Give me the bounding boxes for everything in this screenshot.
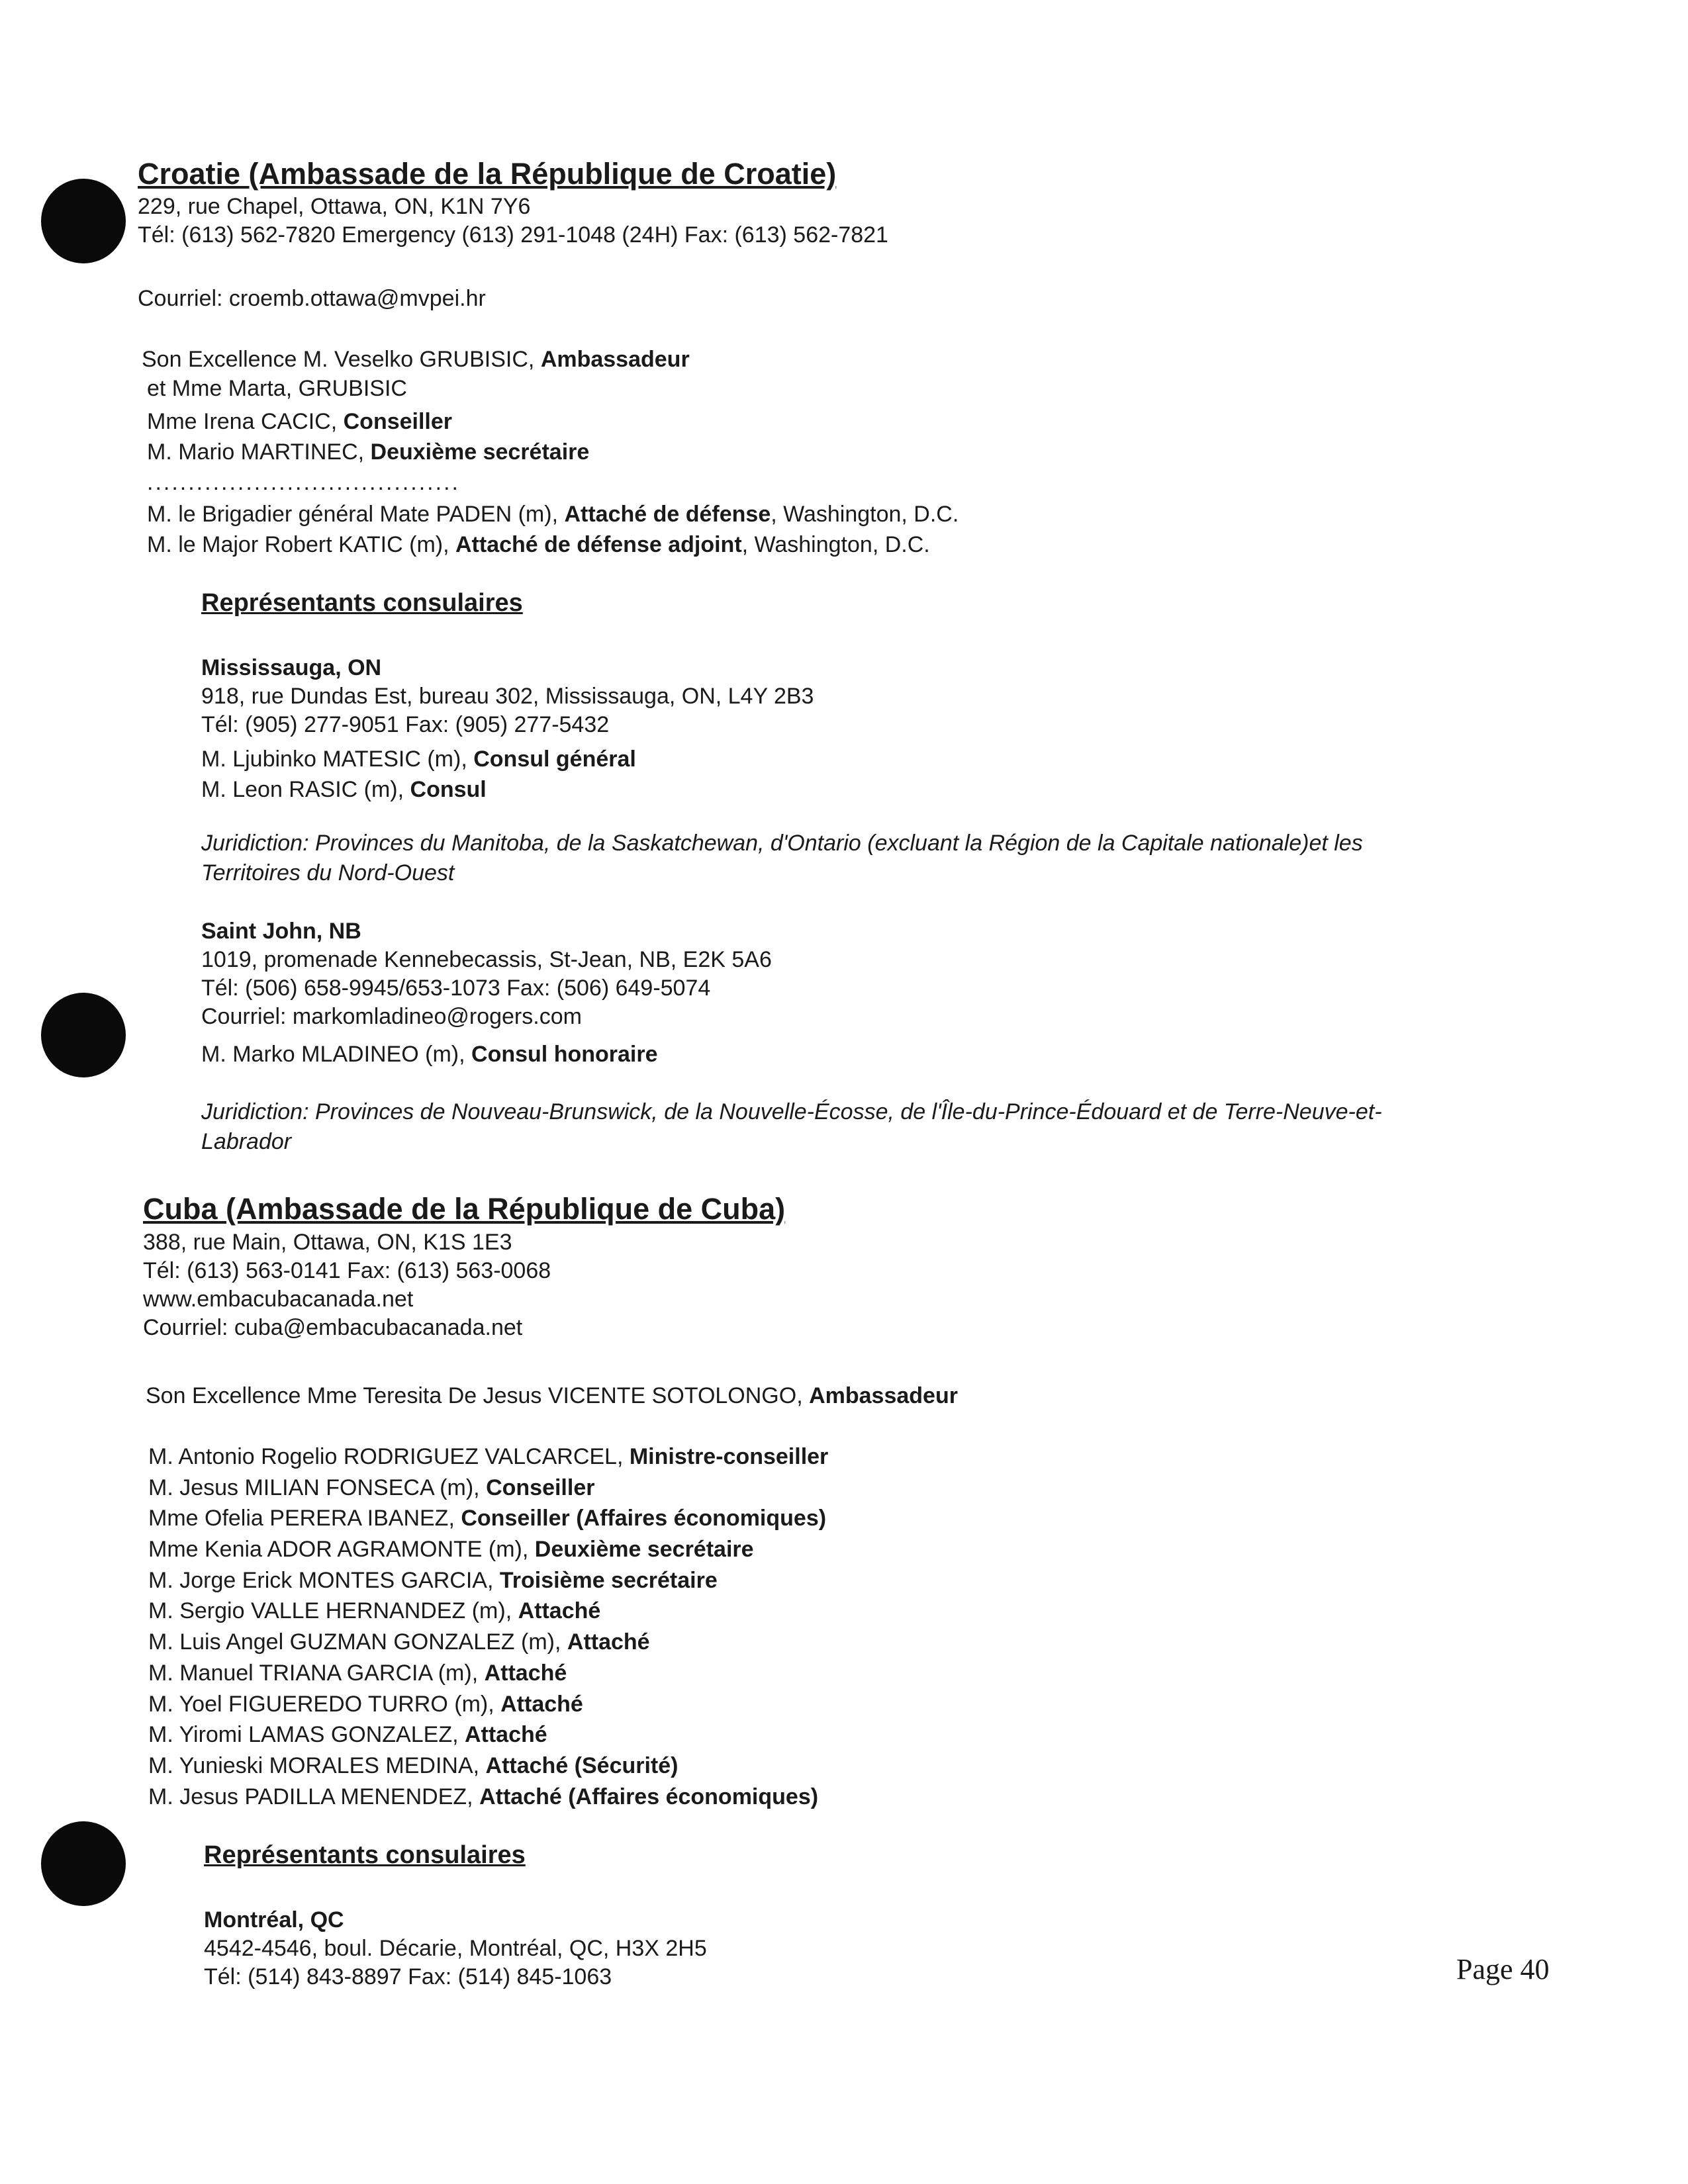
jurisdiction-line: Territoires du Nord-Ouest [201,860,455,886]
consulate-phones: Tél: (514) 843-8897 Fax: (514) 845-1063 [204,1964,612,1989]
staff-name: M. Yiromi LAMAS GONZALEZ, [148,1722,465,1748]
staff-title: Attaché [518,1598,601,1624]
croatia-contact [138,193,888,250]
staff-row [148,1596,828,1627]
staff-row [148,1719,828,1751]
croatia-heading: Croatie (Ambassade de la République de Croatie) [138,157,837,191]
cuba-contact [143,1228,551,1342]
staff-name: M. Sergio VALLE HERNANDEZ (m), [148,1598,518,1624]
consulate-city: Montréal, QC [204,1907,344,1933]
staff-title: Attaché [567,1629,650,1655]
croatia-staff-list [147,406,589,467]
jurisdiction-note [201,1097,1382,1157]
staff-row [148,1441,828,1473]
binder-hole-top [41,179,126,263]
staff-title: Conseiller (Affaires économiques) [461,1506,827,1531]
staff-title: Attaché [500,1691,583,1717]
officer-row [201,744,636,774]
consulate-saint-john [201,917,772,1031]
consulate-city: Mississauga, ON [201,655,382,680]
staff-name: M. Antonio Rogelio RODRIGUEZ VALCARCEL, [148,1444,630,1469]
staff-title: Ministre-conseiller [629,1444,829,1469]
croatia-defense-list [147,499,959,560]
officer-name: M. Ljubinko MATESIC (m), [201,747,474,772]
officer-row [201,774,636,805]
staff-row [148,1782,828,1813]
defense-location: , Washington, D.C. [771,502,959,527]
defense-name: M. le Brigadier général Mate PADEN (m), [147,502,565,527]
jurisdiction-line: Juridiction: Provinces du Manitoba, de la Saskatchewan, d'Ontario (excluant la Région de la Capitale nationale)et les [201,831,1363,856]
staff-title: Conseiller [486,1475,595,1500]
officer-row [201,1040,658,1069]
jurisdiction-note [201,829,1363,888]
cuba-phones: Tél: (613) 563-0141 Fax: (613) 563-0068 [143,1258,551,1283]
staff-name: M. Jorge Erick MONTES GARCIA, [148,1567,500,1593]
consulate-city: Saint John, NB [201,919,361,944]
ambassador-name: Son Excellence M. Veselko GRUBISIC, [142,347,541,372]
croatia-consular-heading: Représentants consulaires [201,589,523,617]
staff-name: Mme Kenia ADOR AGRAMONTE (m), [148,1537,535,1563]
consulate-address: 4542-4546, boul. Décarie, Montréal, QC, H3X 2H5 [204,1936,707,1961]
ambassador-title: Ambassadeur [540,347,690,372]
staff-name: M. Mario MARTINEC, [147,439,371,465]
staff-row [148,1658,828,1689]
staff-title: Attaché (Affaires économiques) [479,1784,819,1809]
officer-title: Consul général [473,747,636,772]
consulate-mississauga [201,654,814,739]
consulate-address: 918, rue Dundas Est, bureau 302, Mississauga, ON, L4Y 2B3 [201,684,814,709]
staff-row [148,1627,828,1658]
consulate-address: 1019, promenade Kennebecassis, St-Jean, NB, E2K 5A6 [201,947,772,972]
consulate-phones: Tél: (905) 277-9051 Fax: (905) 277-5432 [201,712,610,737]
staff-row [148,1473,828,1504]
jurisdiction-line: Labrador [201,1129,292,1154]
staff-title: Deuxième secrétaire [370,439,590,465]
defense-title: Attaché de défense adjoint [455,532,742,557]
staff-row [147,437,589,467]
defense-title: Attaché de défense [564,502,771,527]
consulate-phones: Tél: (506) 658-9945/653-1073 Fax: (506) 649-5074 [201,976,711,1001]
defense-name: M. le Major Robert KATIC (m), [147,532,455,557]
staff-title: Conseiller [343,409,453,434]
staff-row [148,1689,828,1720]
staff-name: M. Yunieski MORALES MEDINA, [148,1752,486,1778]
ambassador-title: Ambassadeur [809,1383,958,1408]
staff-name: M. Jesus PADILLA MENENDEZ, [148,1784,480,1809]
consulate-officers [201,1040,658,1069]
jurisdiction-line: Juridiction: Provinces de Nouveau-Brunswick, de la Nouvelle-Écosse, de l'Île-du-Prince-Édouard et de Terre-Neuve-et- [201,1099,1382,1124]
staff-name: Mme Irena CACIC, [147,409,344,434]
staff-name: Mme Ofelia PERERA IBANEZ, [148,1506,461,1531]
staff-name: M. Manuel TRIANA GARCIA (m), [148,1660,485,1686]
consulate-email: Courriel: markomladineo@rogers.com [201,1004,582,1029]
staff-row [148,1503,828,1534]
officer-name: M. Leon RASIC (m), [201,777,410,802]
staff-row [148,1751,828,1782]
staff-title: Troisième secrétaire [499,1567,718,1593]
officer-title: Consul honoraire [471,1042,658,1067]
croatia-phones: Tél: (613) 562-7820 Emergency (613) 291-1048 (24H) Fax: (613) 562-7821 [138,222,888,248]
croatia-email: Courriel: croemb.ottawa@mvpei.hr [138,286,486,311]
staff-row [148,1534,828,1565]
cuba-staff-list [148,1441,828,1812]
ambassador-name: Son Excellence Mme Teresita De Jesus VICENTE SOTOLONGO, [146,1383,810,1408]
croatia-ambassador [142,345,690,374]
cuba-heading: Cuba (Ambassade de la République de Cuba) [143,1192,786,1226]
croatia-address: 229, rue Chapel, Ottawa, ON, K1N 7Y6 [138,194,531,219]
officer-title: Consul [410,777,487,802]
staff-title: Attaché [464,1722,547,1748]
binder-hole-middle [41,993,126,1077]
cuba-website: www.embacubacanada.net [143,1287,414,1312]
cuba-consular-heading: Représentants consulaires [204,1841,526,1869]
staff-row [148,1565,828,1596]
staff-title: Attaché (Sécurité) [485,1752,679,1778]
staff-name: M. Jesus MILIAN FONSECA (m), [148,1475,487,1500]
staff-row [147,406,589,437]
cuba-ambassador [146,1382,958,1410]
binder-hole-bottom [41,1821,126,1906]
staff-title: Attaché [484,1660,567,1686]
cuba-email: Courriel: cuba@embacubacanada.net [143,1315,523,1340]
croatia-spouse: et Mme Marta, GRUBISIC [147,376,407,401]
page-number: Page 40 [1456,1953,1550,1985]
officer-name: M. Marko MLADINEO (m), [201,1042,472,1067]
cuba-address: 388, rue Main, Ottawa, ON, K1S 1E3 [143,1230,512,1255]
separator-dots: ...................................... [147,470,460,495]
staff-title: Deuxième secrétaire [534,1537,754,1563]
defense-row [147,499,959,529]
staff-name: M. Luis Angel GUZMAN GONZALEZ (m), [148,1629,567,1655]
defense-row [147,529,959,560]
consulate-officers [201,744,636,805]
defense-location: , Washington, D.C. [741,532,930,557]
consulate-montreal [204,1906,707,1991]
staff-name: M. Yoel FIGUEREDO TURRO (m), [148,1691,501,1717]
